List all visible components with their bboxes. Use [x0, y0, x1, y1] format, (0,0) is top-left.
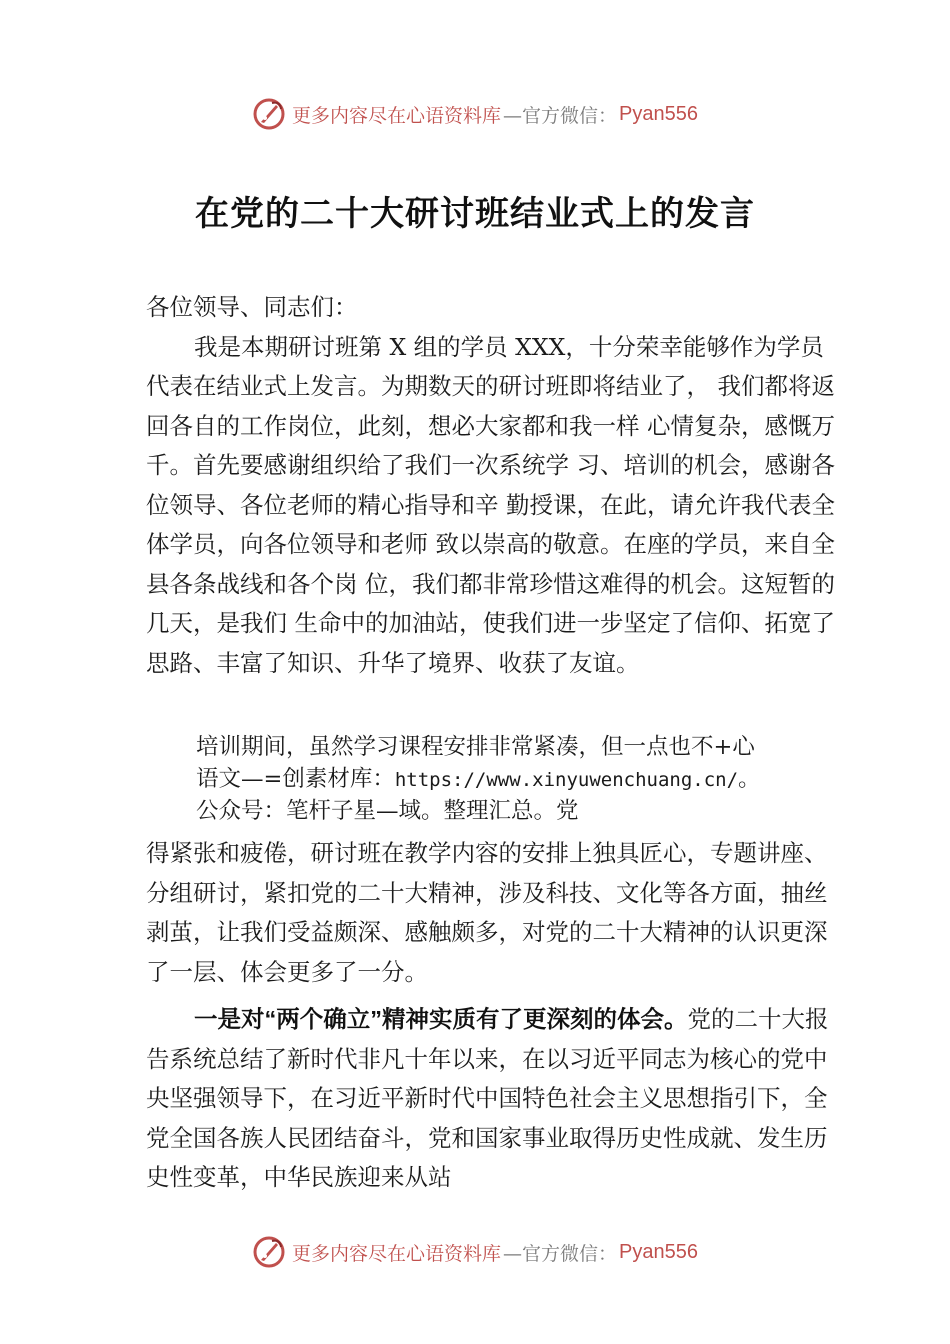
- footer-wechat-handle: Pyan556: [619, 1240, 698, 1263]
- website-link[interactable]: https://www.xinyuwenchuang.cn/: [394, 768, 739, 791]
- paragraph-4-text: [146, 1000, 836, 1198]
- paragraph-2-line-2: [196, 764, 836, 797]
- paragraph-3-text: 得紧张和疲倦，研讨班在教学内容的安排上独具匠心，专题讲座、分组研讨，紧扣党的二十大精神，涉及科技、文化等各方面，抽丝剥茧，让我们受益颇深、感触颇多，对党的二十大精神的认识更深了一层、体会更多了一分。: [146, 839, 828, 986]
- document-title: 在党的二十大研讨班结业式上的发言: [195, 194, 755, 234]
- material-library-label: 语文—=创素材库：: [196, 765, 395, 792]
- paragraph-4-heading: 一是对“两个确立”精神实质有了更深刻的体会。: [194, 1006, 688, 1032]
- quill-logo-icon: [252, 97, 286, 131]
- header-wechat-handle: Pyan556: [619, 102, 698, 125]
- paragraph-4: [146, 1000, 836, 1198]
- salutation: 各位领导、同志们：: [146, 293, 358, 321]
- quill-logo-icon: [252, 1235, 286, 1269]
- paragraph-2-line-1: 培训期间，虽然学习课程安排非常紧凑，但一点也不+心: [196, 734, 755, 760]
- footer-slogan: 更多内容尽在心语资料库: [292, 1242, 502, 1265]
- header-separator: —官方微信：: [503, 104, 618, 127]
- header-banner: [0, 92, 950, 136]
- paragraph-1: 我是本期研讨班第 X 组的学员 XXX，十分荣幸能够作为学员代表在结业式上发言。为期数天的研讨班即将结业了， 我们都将返回各自的工作岗位，此刻，想必大家都和我一样 心情复杂，感慨万千。首先要感谢组织给了我们一次系统学 习、培训的机会，感谢各位领导、各位老师的精心指导和辛 勤授课，在此，请允许我代表全体学员，向各位领导和老师 致以崇高的敬意。在座的学员，来自全县各条战线和各个岗 位，我们都非常珍惜这难得的机会。这短暂的几天，是我们 生命中的加油站，使我们进一步坚定了信仰、拓宽了思路、丰富了知识、升华了境界、收获了友谊。: [146, 332, 835, 677]
- paragraph-2-block: [196, 732, 836, 828]
- header-slogan: 更多内容尽在心语资料库: [292, 104, 502, 127]
- paragraph-2-line-3: 公众号：笔杆子星—域。整理汇总。党: [196, 798, 579, 824]
- footer-banner: [0, 1230, 950, 1274]
- period: 。: [738, 765, 761, 792]
- footer-separator: —官方微信：: [503, 1242, 618, 1265]
- paragraph-3: [146, 834, 836, 992]
- paragraph-4-body: 党的二十大报告系统总结了新时代非凡十年以来，在以习近平同志为核心的党中央坚强领导下，在习近平新时代中国特色社会主义思想指引下，全党全国各族人民团结奋斗，党和国家事业取得历史性成就、发生历史性变革，中华民族迎来从站: [146, 1005, 829, 1191]
- opening-section: [146, 288, 836, 683]
